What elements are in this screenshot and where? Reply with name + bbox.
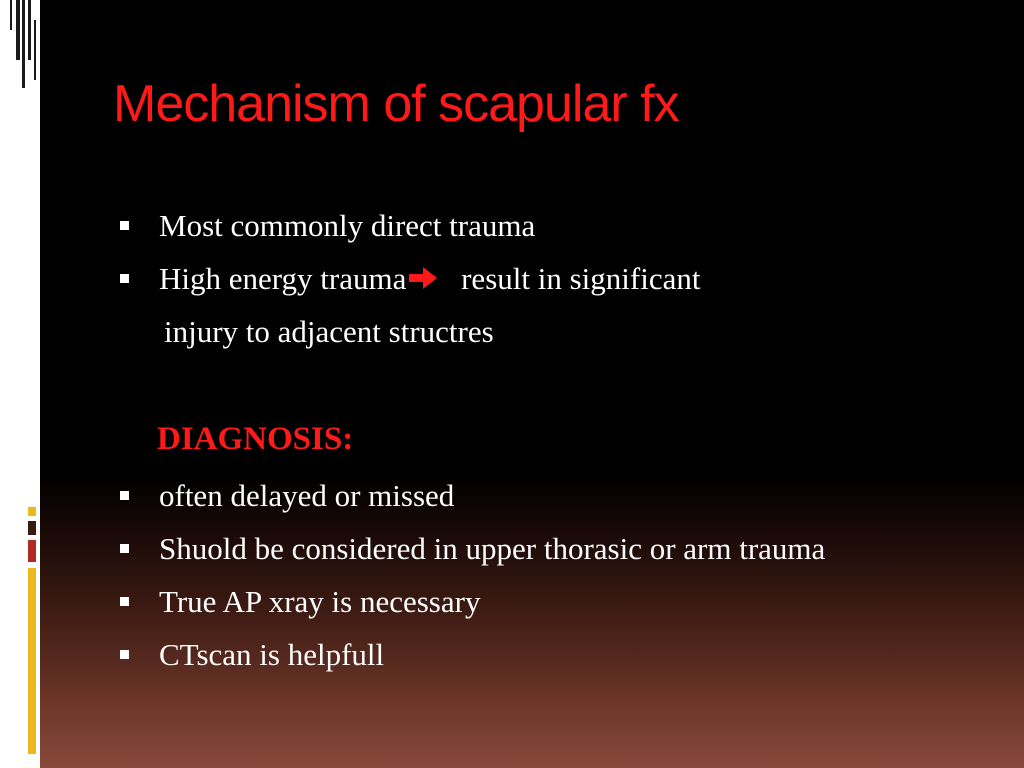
left-decorative-strip bbox=[0, 0, 40, 768]
decorative-block-dark bbox=[28, 521, 36, 535]
square-bullet-icon bbox=[120, 544, 129, 553]
bullet-text: True AP xray is necessary bbox=[159, 584, 481, 619]
decorative-stripe bbox=[16, 0, 20, 60]
bullet-text: often delayed or missed bbox=[159, 478, 455, 513]
bullet-text: Shuold be considered in upper thorasic or arm trauma bbox=[159, 531, 826, 566]
diagnosis-heading: DIAGNOSIS: bbox=[157, 421, 354, 457]
bullet-text: Most commonly direct trauma bbox=[159, 208, 536, 243]
right-arrow-icon bbox=[407, 265, 439, 291]
bullet-text-part: result in significant bbox=[453, 261, 701, 296]
square-bullet-icon bbox=[120, 221, 129, 230]
decorative-stripe bbox=[22, 0, 25, 88]
decorative-stripe bbox=[34, 20, 36, 80]
square-bullet-icon bbox=[120, 274, 129, 283]
decorative-stripe bbox=[28, 0, 31, 60]
square-bullet-icon bbox=[120, 650, 129, 659]
decorative-block-yellow bbox=[28, 568, 36, 754]
slide-title: Mechanism of scapular fx bbox=[113, 75, 679, 133]
square-bullet-icon bbox=[120, 597, 129, 606]
decorative-stripe bbox=[10, 0, 12, 30]
square-bullet-icon bbox=[120, 491, 129, 500]
bullet-continuation: injury to adjacent structres bbox=[164, 314, 494, 349]
bullet-text-part: High energy trauma bbox=[159, 261, 407, 296]
decorative-block-red bbox=[28, 540, 36, 562]
bullet-text bbox=[159, 259, 700, 299]
decorative-block-yellow bbox=[28, 507, 36, 516]
bullet-text: CTscan is helpfull bbox=[159, 637, 385, 672]
